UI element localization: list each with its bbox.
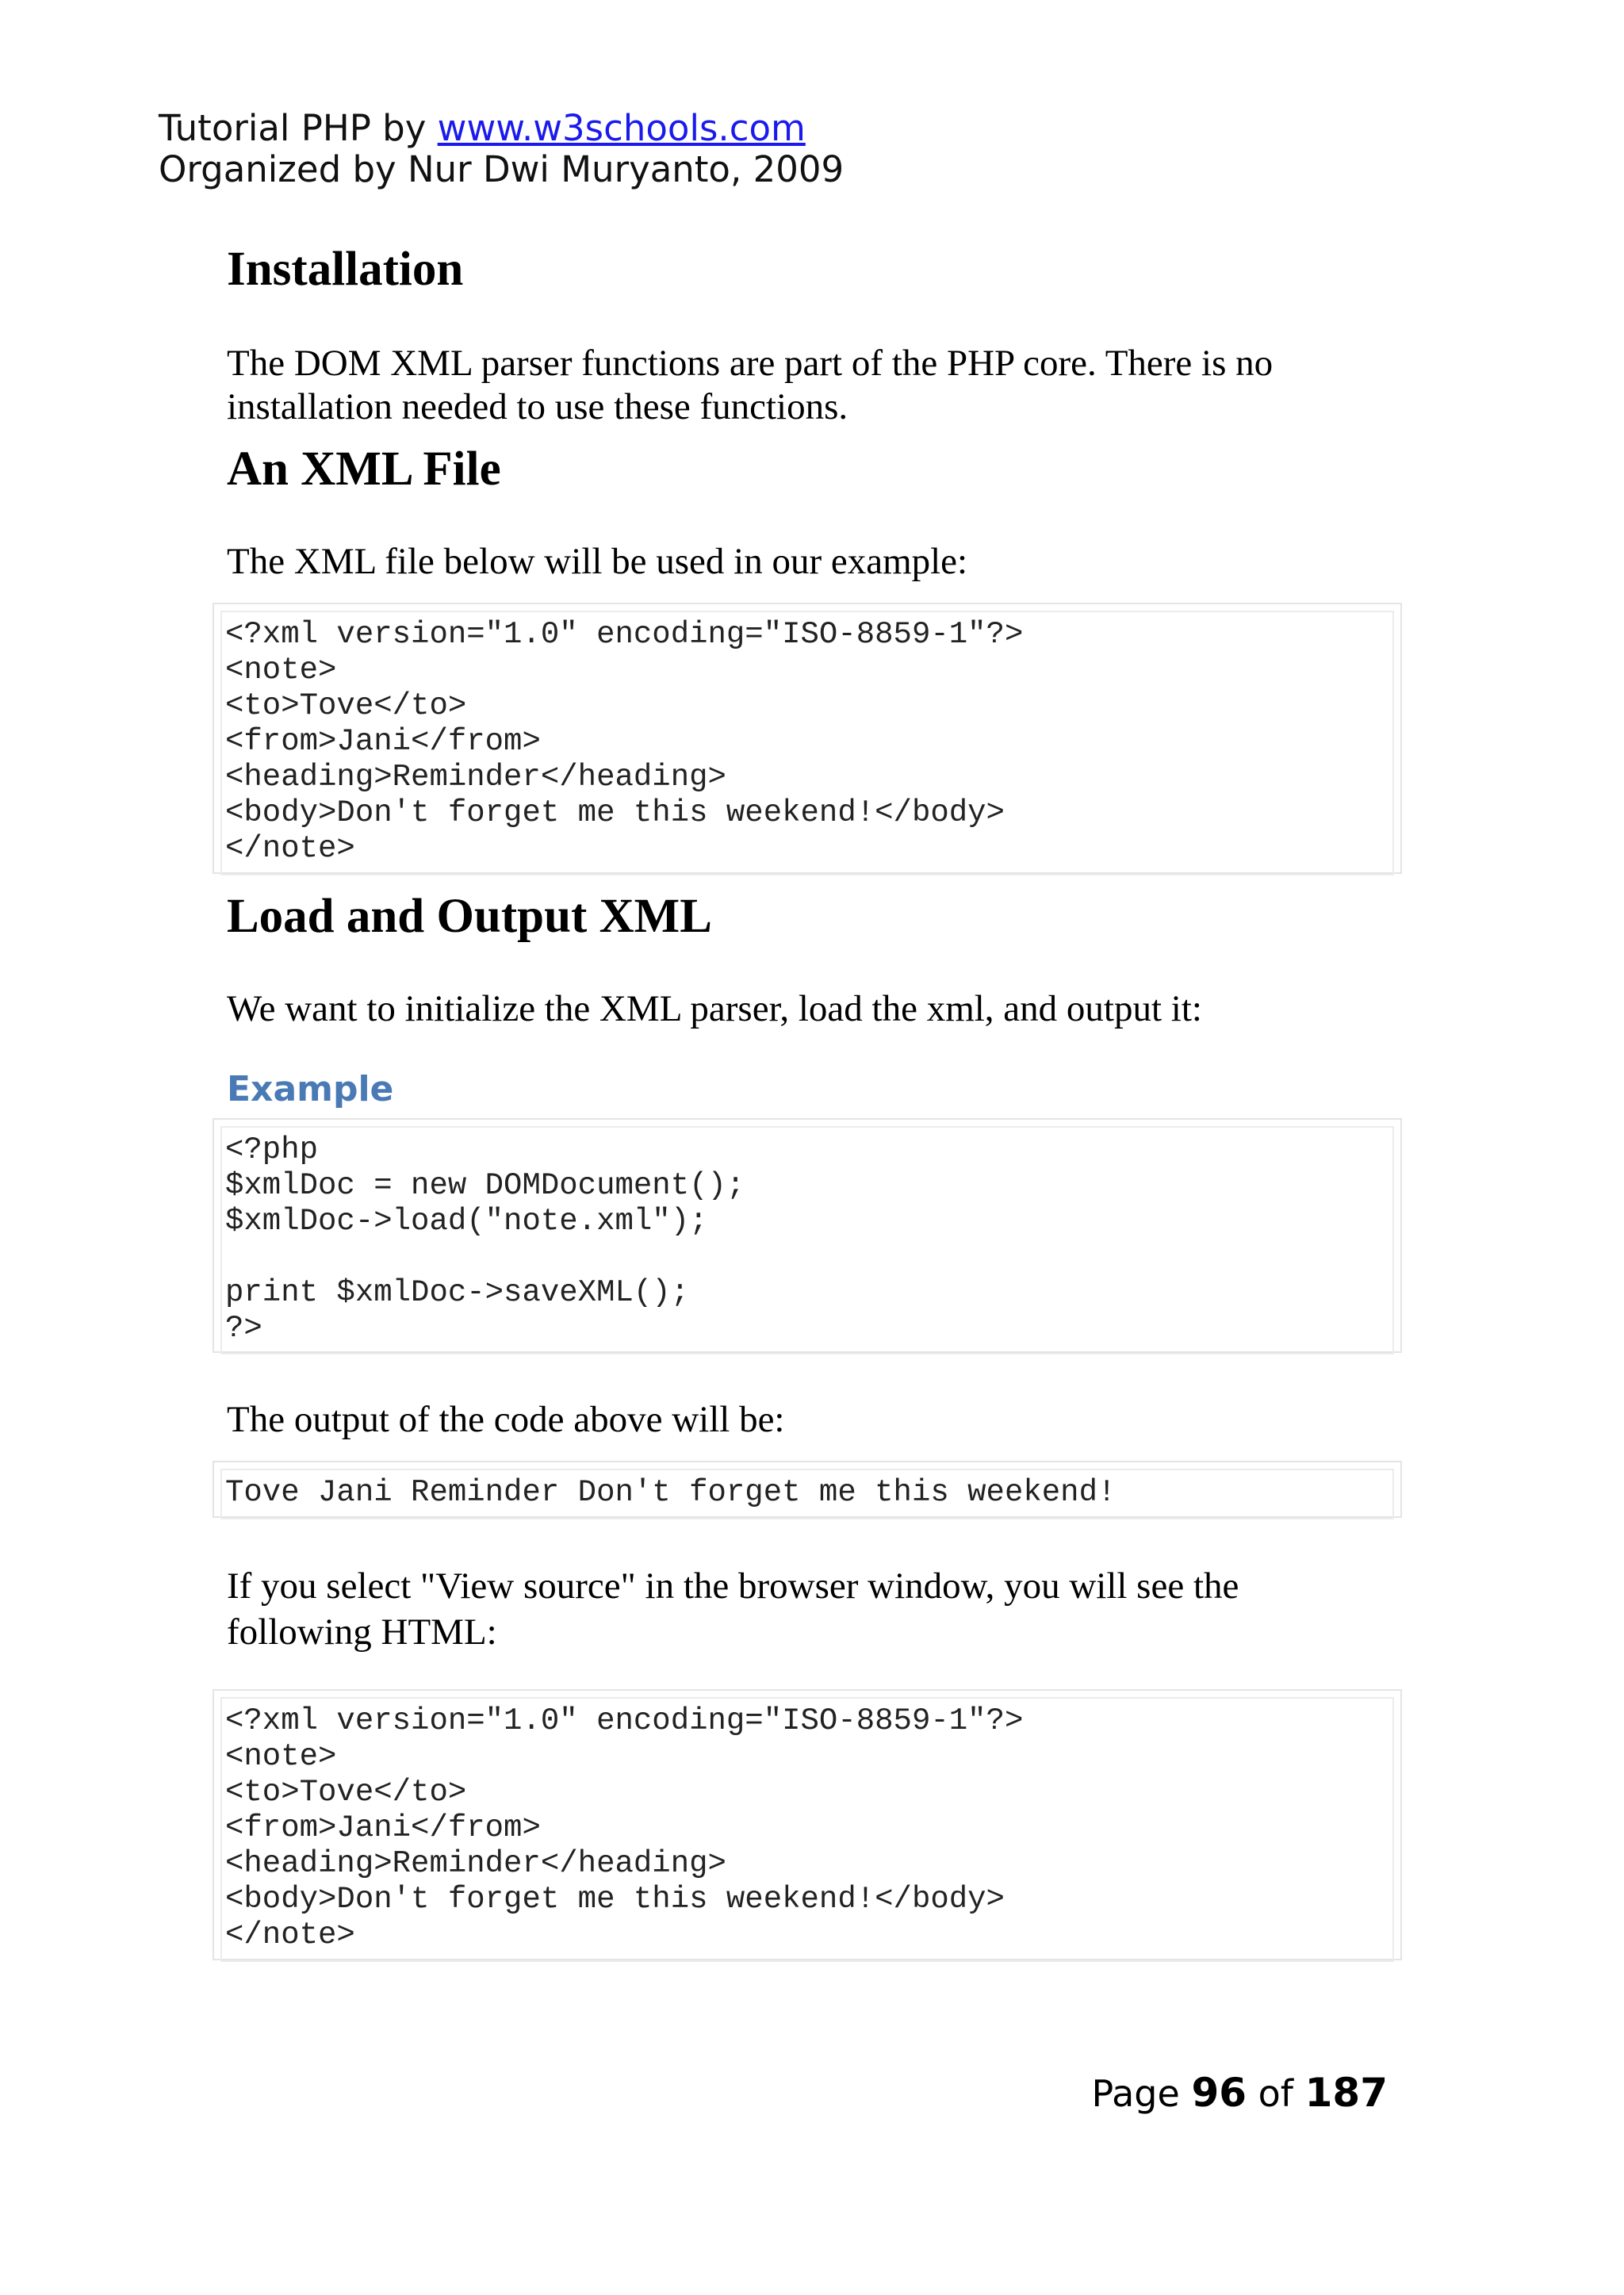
page-footer — [1091, 2070, 1388, 2116]
xml-file-heading: An XML File — [227, 443, 501, 496]
output-code-box — [213, 1461, 1402, 1518]
installation-text-line-1: The DOM XML parser functions are part of the PHP core. There is no — [227, 343, 1274, 384]
installation-text-line-2: installation needed to use these functions. — [227, 386, 848, 427]
header-prefix: Tutorial PHP by — [159, 107, 438, 149]
xml-file-text: The XML file below will be used in our example: — [227, 541, 968, 582]
total-pages: 187 — [1304, 2070, 1388, 2116]
example-label: Example — [227, 1069, 394, 1109]
installation-heading: Installation — [227, 243, 464, 296]
html-source-code-box — [213, 1689, 1402, 1960]
of-label: of — [1258, 2072, 1293, 2115]
html-source-code: <?xml version="1.0" encoding="ISO-8859-1"?> <note> <to>Tove</to> <from>Jani</from> <heading>Reminder</heading> <body>Don't forget me this weekend!</body> </note> — [220, 1697, 1394, 1962]
xml-file-code-box — [213, 603, 1402, 874]
view-source-text-line-1: If you select "View source" in the browser window, you will see the — [227, 1565, 1239, 1607]
page-header — [159, 108, 844, 190]
header-line-2: Organized by Nur Dwi Muryanto, 2009 — [159, 148, 845, 190]
load-output-text: We want to initialize the XML parser, load the xml, and output it: — [227, 988, 1202, 1029]
php-code-box — [213, 1118, 1402, 1353]
output-code: Tove Jani Reminder Don't forget me this weekend! — [220, 1469, 1394, 1519]
xml-file-code: <?xml version="1.0" encoding="ISO-8859-1"?> <note> <to>Tove</to> <from>Jani</from> <heading>Reminder</heading> <body>Don't forget me this weekend!</body> </note> — [220, 611, 1394, 875]
page-label: Page — [1091, 2072, 1180, 2115]
page-number: 96 — [1191, 2070, 1247, 2116]
load-output-heading: Load and Output XML — [227, 890, 712, 943]
php-code: <?php $xmlDoc = new DOMDocument(); $xmlDoc->load("note.xml"); print $xmlDoc->saveXML(); ?> — [220, 1126, 1394, 1354]
header-line-1 — [159, 108, 844, 149]
w3schools-link[interactable]: www.w3schools.com — [437, 107, 806, 149]
output-text: The output of the code above will be: — [227, 1399, 785, 1440]
view-source-text-line-2: following HTML: — [227, 1611, 497, 1653]
